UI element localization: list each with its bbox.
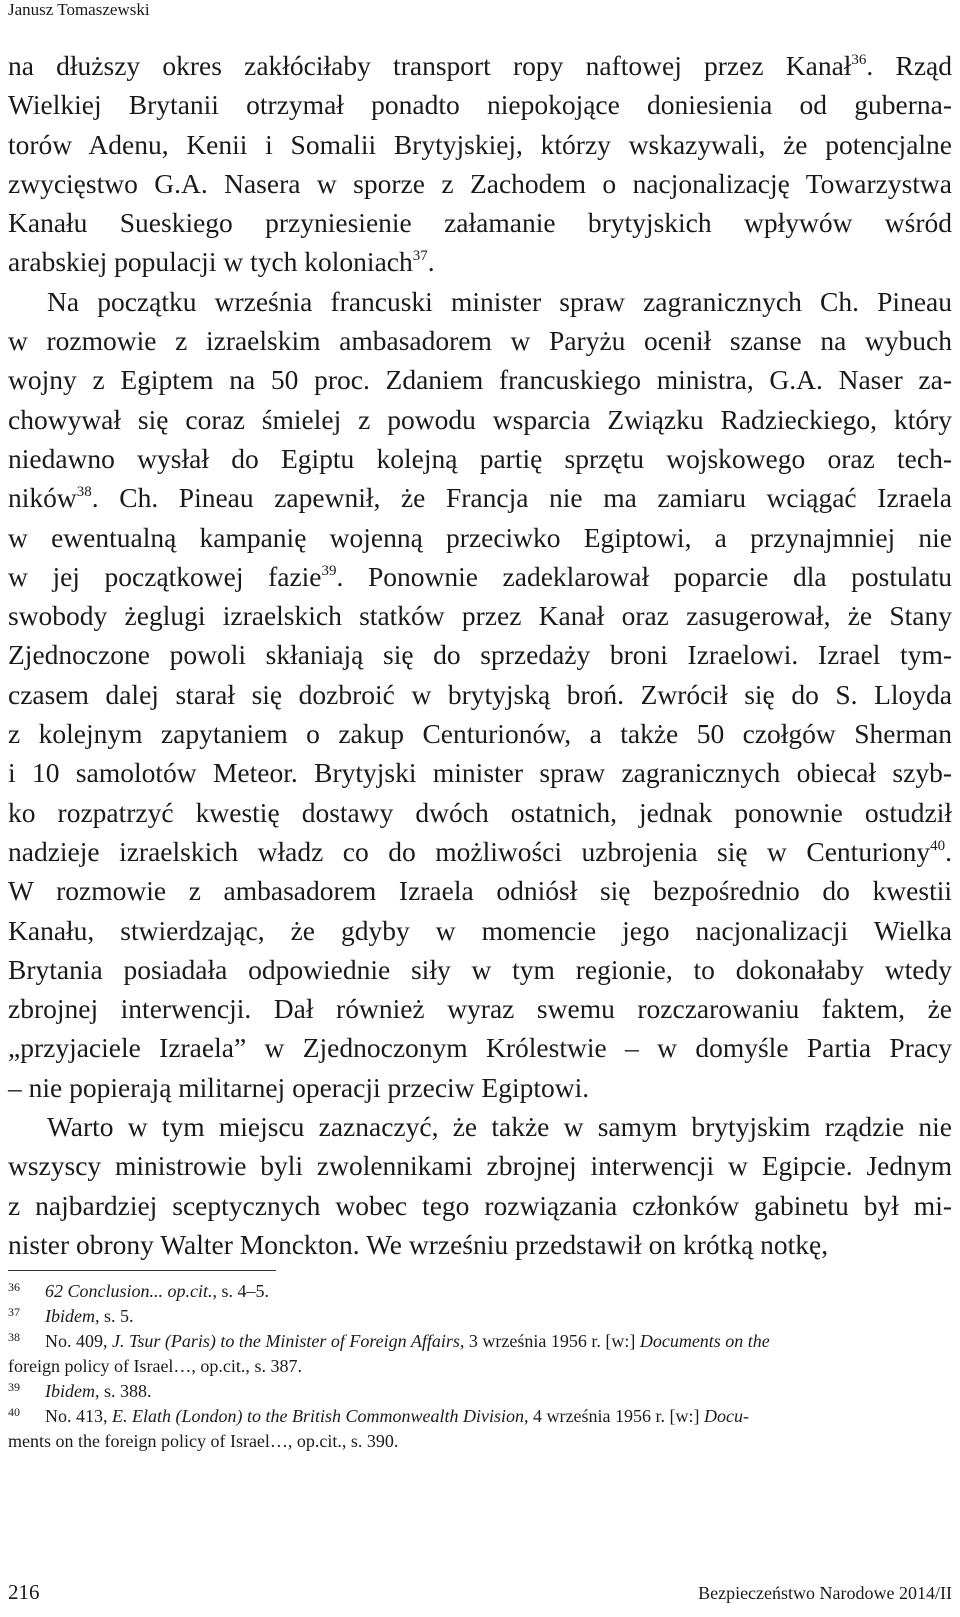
body-line xyxy=(8,635,952,674)
footnote-text: 62 Conclusion... xyxy=(45,1281,164,1301)
footnote-reference: 40 xyxy=(930,837,946,854)
body-line xyxy=(8,753,952,792)
body-text-segment: swobody żeglugi izraelskich statków przez Kanał oraz zasugerował, że Stany xyxy=(8,600,952,632)
body-text-segment: Wielkiej Brytanii otrzymał ponadto niepokojące doniesienia od guberna- xyxy=(8,89,952,121)
footnote: 36 62 Conclusion... op.cit., s. 4–5. xyxy=(8,1280,270,1301)
footnote-text: E. Elath (London) to the British Commonwealth Division, xyxy=(112,1406,529,1426)
body-text-segment: wojny z Egiptem na 50 proc. Zdaniem francuskiego ministra, G.A. Naser za- xyxy=(8,364,952,396)
body-line xyxy=(8,164,952,203)
footnote: 37 Ibidem, s. 5. xyxy=(8,1305,134,1326)
footnote-continuation xyxy=(8,1354,952,1379)
body-text-segment: Brytania posiadała odpowiednie siły w tym regionie, to dokonałaby wtedy xyxy=(8,953,952,985)
footnote-text: J. Tsur (Paris) to the Minister of Foreign Affairs, xyxy=(112,1331,465,1351)
body-text-segment: w jej początkowej fazie xyxy=(8,560,322,592)
body-text-segment: wszyscy ministrowie byli zwolennikami zbrojnej interwencji w Egipcie. Jednym xyxy=(8,1150,952,1182)
body-text-segment: Na początku września francuski minister spraw zagranicznych Ch. Pineau xyxy=(47,285,952,317)
page-number: 216 xyxy=(8,1580,40,1604)
footnote-text: op.cit., xyxy=(163,1281,218,1301)
body-text xyxy=(8,46,952,1264)
body-text-segment: i 10 samolotów Meteor. Brytyjski minister spraw zagranicznych obiecał szyb- xyxy=(8,757,952,789)
body-line xyxy=(8,125,952,164)
body-text-segment: W rozmowie z ambasadorem Izraela odniósł się bezpośrednio do kwestii xyxy=(8,875,952,907)
body-line xyxy=(8,1225,952,1264)
body-text-segment: z najbardziej sceptycznych wobec tego rozwiązania członków gabinetu był mi- xyxy=(8,1189,952,1221)
body-text-segment: . xyxy=(945,835,952,867)
body-text-segment: . Ch. Pineau zapewnił, że Francja nie ma zamiaru wciągać Izraela xyxy=(91,482,952,514)
footnote-text: No. 409, xyxy=(45,1331,112,1351)
footnote-text: Docu- xyxy=(703,1406,749,1426)
footnote: 40 No. 413, E. Elath (London) to the British Commonwealth Division, 4 września 1956 r. [w:] Docu- xyxy=(8,1405,749,1426)
body-line xyxy=(8,596,952,635)
footnote-text: s. 5. xyxy=(99,1306,134,1326)
body-text-segment: . Ponownie zadeklarował poparcie dla postulatu xyxy=(336,560,952,592)
body-line xyxy=(8,1068,952,1107)
body-text-segment: arabskiej populacji w tych koloniach xyxy=(8,246,413,278)
footnote-text: Documents on the xyxy=(639,1331,770,1351)
body-line xyxy=(8,950,952,989)
body-line xyxy=(8,1028,952,1067)
body-text-segment: zwycięstwo G.A. Nasera w sporze z Zachodem o nacjonalizację Towarzystwa xyxy=(8,167,952,199)
footnote-text: foreign policy of Israel…, op.cit., xyxy=(8,1356,250,1376)
footnote: 38 No. 409, J. Tsur (Paris) to the Minister of Foreign Affairs, 3 września 1956 r. [w:] Documents on the xyxy=(8,1330,770,1351)
body-text-segment: Kanału Sueskiego przyniesienie załamanie brytyjskich wpływów wśród xyxy=(8,207,952,239)
body-text-segment: Warto w tym miejscu zaznaczyć, że także w samym brytyjskim rządzie nie xyxy=(47,1111,952,1143)
body-line xyxy=(8,439,952,478)
footnote-text: No. 413, xyxy=(45,1406,112,1426)
body-text-segment: ników xyxy=(8,482,77,514)
body-text-segment: Zjednoczone powoli skłaniają się do sprzedaży broni Izraelowi. Izrael tym- xyxy=(8,639,952,671)
body-line xyxy=(8,400,952,439)
body-line xyxy=(8,714,952,753)
footnote-reference: 38 xyxy=(76,484,92,501)
body-text-segment: „przyjaciele Izraela” w Zjednoczonym Królestwie – w domyśle Partia Pracy xyxy=(8,1032,952,1064)
footnote-text: 3 września 1956 r. [w:] xyxy=(464,1331,640,1351)
body-text-segment: ko rozpatrzyć kwestię dostawy dwóch ostatnich, jednak ponownie ostudził xyxy=(8,796,952,828)
footnote-text: Ibidem, xyxy=(45,1381,100,1401)
body-line xyxy=(8,282,952,321)
body-text-segment: – nie popierają militarnej operacji przeciw Egiptowi. xyxy=(8,1071,590,1103)
footnote-reference: 37 xyxy=(412,248,428,265)
body-text-segment: zbrojnej interwencji. Dał również wyraz swemu rozczarowaniu faktem, że xyxy=(8,993,952,1025)
body-line xyxy=(8,871,952,910)
body-line xyxy=(8,911,952,950)
footnote-rule xyxy=(8,1270,276,1271)
body-text-segment: nadzieje izraelskich władz co do możliwości uzbrojenia się w Centuriony xyxy=(8,835,931,867)
body-line xyxy=(8,793,952,832)
body-text-segment: w rozmowie z izraelskim ambasadorem w Paryżu ocenił szanse na wybuch xyxy=(8,325,952,357)
body-line xyxy=(8,85,952,124)
body-line xyxy=(8,46,952,85)
running-head-author: Janusz Tomaszewski xyxy=(8,0,150,19)
footnote-continuation xyxy=(8,1429,952,1454)
body-line xyxy=(8,675,952,714)
journal-title: Bezpieczeństwo Narodowe 2014/II xyxy=(698,1583,952,1603)
footnote-text: 4 września 1956 r. [w:] xyxy=(528,1406,704,1426)
body-line xyxy=(8,1186,952,1225)
body-line xyxy=(8,1146,952,1185)
body-line xyxy=(8,478,952,517)
footnote-text: s. 4–5. xyxy=(217,1281,270,1301)
body-line xyxy=(8,242,952,281)
body-line xyxy=(8,1107,952,1146)
footnote-text: ments on the foreign policy of Israel…, op.cit., xyxy=(8,1431,347,1451)
body-line xyxy=(8,557,952,596)
body-text-segment: z kolejnym zapytaniem o zakup Centurionów, a także 50 czołgów Sherman xyxy=(8,718,952,750)
body-line xyxy=(8,832,952,871)
body-text-segment: Kanału, stwierdzając, że gdyby w momencie jego nacjonalizacji Wielka xyxy=(8,914,952,946)
body-text-segment: . Rząd xyxy=(866,50,952,81)
body-line xyxy=(8,518,952,557)
body-text-segment: nister obrony Walter Monckton. We wrześniu przedstawił on krótką notkę, xyxy=(8,1228,829,1260)
footnote-text: s. 390. xyxy=(346,1431,399,1451)
body-text-segment: torów Adenu, Kenii i Somalii Brytyjskiej, którzy wskazywali, że potencjalne xyxy=(8,128,952,160)
footnote-text: Ibidem, xyxy=(45,1306,100,1326)
footnotes xyxy=(8,1279,952,1454)
body-line xyxy=(8,203,952,242)
body-text-segment: chowywał się coraz śmielej z powodu wsparcia Związku Radzieckiego, który xyxy=(8,403,952,435)
footnote-text: s. 387. xyxy=(249,1356,302,1376)
body-text-segment: w ewentualną kampanię wojenną przeciwko Egiptowi, a przynajmniej nie xyxy=(8,521,952,553)
footnote-reference: 36 xyxy=(851,52,867,68)
body-text-segment: na dłuższy okres zakłóciłaby transport ropy naftowej przez Kanał xyxy=(8,50,852,81)
body-line xyxy=(8,989,952,1028)
body-line xyxy=(8,321,952,360)
footnote-text: s. 388. xyxy=(99,1381,152,1401)
body-line xyxy=(8,360,952,399)
body-text-segment: . xyxy=(427,246,435,278)
footnote-reference: 39 xyxy=(321,562,337,579)
body-text-segment: niedawno wysłał do Egiptu kolejną partię sprzętu wojskowego oraz tech- xyxy=(8,442,952,474)
body-text-segment: czasem dalej starał się dozbroić w brytyjską broń. Zwrócił się do S. Lloyda xyxy=(8,678,952,710)
footnote: 39 Ibidem, s. 388. xyxy=(8,1380,152,1401)
